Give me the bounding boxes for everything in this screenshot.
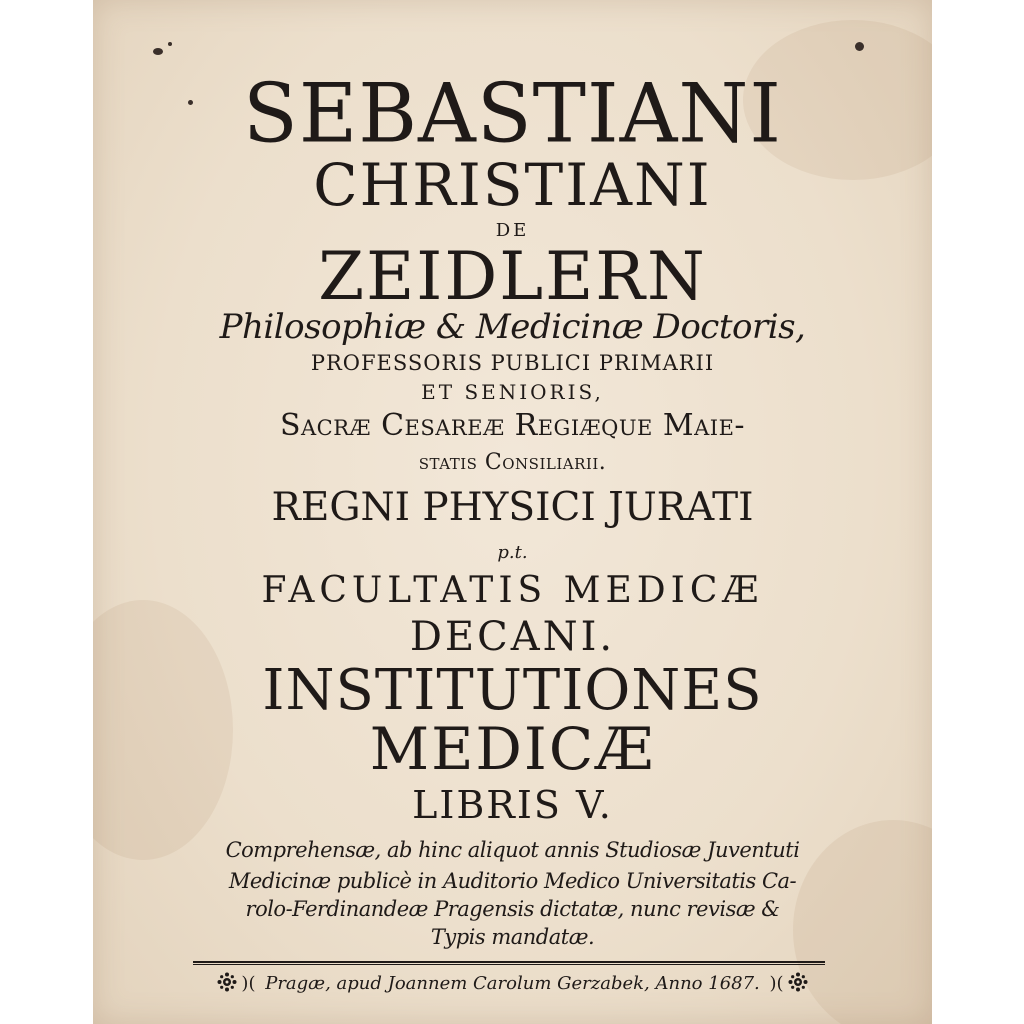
ink-speck	[153, 48, 163, 55]
professor-line: PROFESSORIS PUBLICI PRIMARII	[310, 351, 715, 375]
description-line-2: Medicinæ publicè in Auditorio Medico Universitatis Ca-	[228, 869, 797, 893]
description-line-4: Typis mandatæ.	[430, 925, 595, 949]
work-title-line-1: INSTITUTIONES	[262, 658, 763, 723]
author-first-name: SEBASTIANI	[243, 66, 782, 161]
work-title-line-2: MEDICÆ	[369, 715, 656, 783]
dean-line: DECANI.	[409, 614, 616, 660]
author-second-name: CHRISTIANI	[313, 151, 712, 219]
description-line-3: rolo-Ferdinandeæ Pragensis dictatæ, nunc revisæ &	[245, 897, 780, 921]
counsel-line-2: statis Consiliarii.	[418, 450, 607, 475]
degree-line: Philosophiæ & Medicinæ Doctoris,	[219, 307, 806, 347]
counsel-line-1: Sacræ Cesareæ Regiæque Maie-	[279, 408, 746, 443]
author-surname: ZEIDLERN	[318, 238, 707, 315]
title-page	[93, 0, 932, 1024]
physician-line: REGNI PHYSICI JURATI	[271, 485, 754, 530]
description-line-1: Comprehensæ, ab hinc aliquot annis Studiosæ Juventuti	[225, 838, 800, 862]
senior-line: ET SENIORIS,	[421, 380, 604, 404]
imprint-line	[93, 972, 932, 993]
imprint-rule-top	[193, 961, 825, 963]
fleuron-icon	[788, 972, 808, 992]
ink-speck	[168, 42, 172, 46]
imprint-rule-top-thin	[193, 964, 825, 965]
ink-speck	[855, 42, 864, 51]
faculty-line: FACULTATIS MEDICÆ	[261, 570, 764, 611]
imprint-text: Pragæ, apud Joannem Carolum Gerzabek, Anno 1687.	[265, 973, 760, 994]
books-line: LIBRIS V.	[412, 783, 613, 827]
name-particle: DE	[495, 220, 530, 241]
imprint-left-bracket: )(	[241, 973, 256, 994]
imprint-right-bracket: )(	[769, 973, 784, 994]
fleuron-icon	[217, 972, 237, 992]
pro-tempore: p.t.	[497, 542, 528, 563]
